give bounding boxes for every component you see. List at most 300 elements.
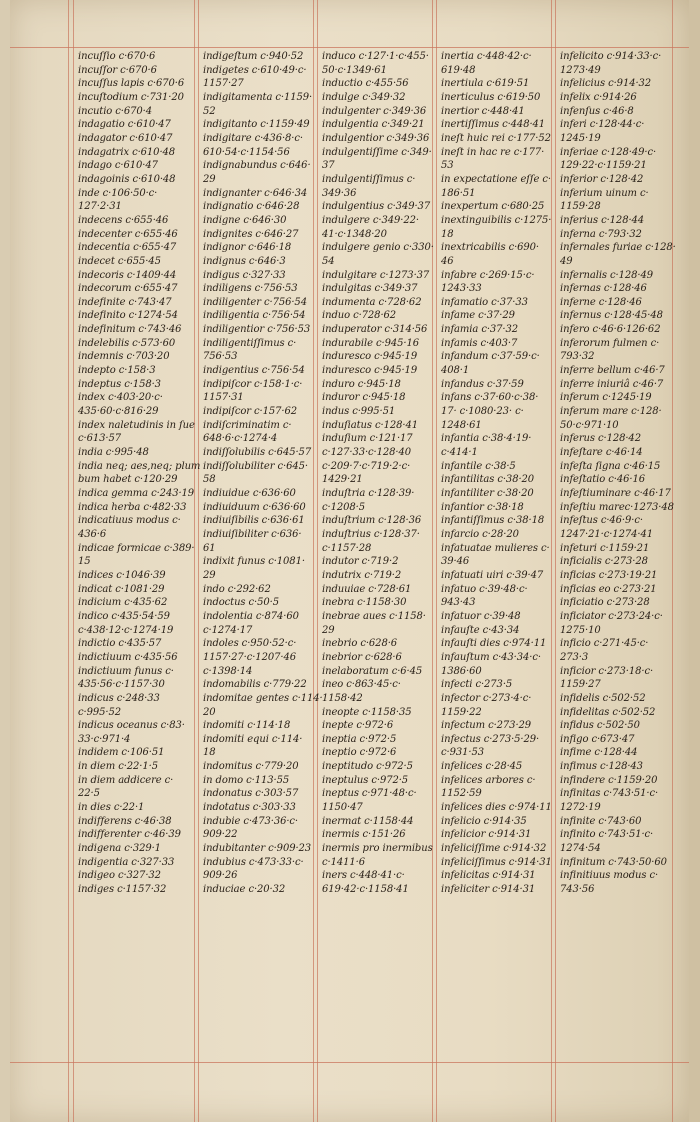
column-rule	[551, 0, 552, 1122]
index-entry: induciae c·20·32	[203, 884, 286, 896]
index-entry: inferium uinum c·	[560, 187, 649, 199]
index-entry: index c·403·20·c·	[78, 392, 163, 404]
index-entry: inermis c·151·26	[322, 829, 406, 841]
index-entry: indagatrix c·610·48	[78, 146, 176, 158]
index-entry: infelices dies c·974·11	[441, 802, 552, 814]
index-entry: indigitamenta c·1159·	[203, 91, 313, 103]
index-entry: indulgentia c·349·21	[322, 119, 425, 131]
index-entry: incuſſus lapis c·670·6	[78, 78, 185, 90]
index-entry: infantiliter c·38·20	[441, 488, 534, 499]
column-rule	[317, 0, 318, 1122]
index-entry: indago c·610·47	[78, 160, 158, 172]
index-entry: inficiatio c·273·28	[560, 597, 650, 609]
index-entry: inferius c·128·44	[560, 214, 645, 226]
index-entry: c·931·53	[441, 747, 484, 759]
index-entry: inferum c·1245·19	[560, 392, 652, 404]
index-entry: indecoris c·1409·44	[78, 269, 177, 281]
index-entry: infeſta ſigna c·46·15	[560, 460, 661, 472]
index-entry: inferna c·793·32	[560, 228, 642, 240]
index-entry: indolentia c·874·60	[203, 610, 299, 622]
index-entry: infeliciſſimus c·914·31	[441, 856, 552, 868]
index-entry: indicium c·435·62	[78, 597, 168, 609]
index-entry: indictio c·435·57	[78, 638, 162, 650]
index-entry: 648·6·c·1274·4	[203, 433, 278, 445]
bottom-ruled-line	[10, 1062, 690, 1063]
index-entry: indiligenter c·756·54	[203, 296, 307, 308]
index-entry: infame c·37·29	[441, 310, 515, 322]
index-entry: 61	[203, 542, 216, 554]
index-entry: infatuo c·39·48·c·	[441, 583, 528, 595]
index-entry: indonatus c·303·57	[203, 788, 299, 800]
column-rule	[436, 0, 437, 1122]
index-entry: infeliciſſime c·914·32	[441, 843, 547, 855]
index-entry: indulge c·349·32	[322, 91, 406, 103]
index-entry: 29	[322, 624, 335, 636]
index-entry: indoctus c·50·5	[203, 597, 279, 609]
index-entry: infatuor c·39·48	[441, 610, 521, 622]
index-entry: infantile c·38·5	[441, 460, 516, 472]
index-entry: infigo c·673·47	[560, 733, 635, 745]
column-rule	[432, 0, 433, 1122]
index-entry: inferiae c·128·49·c·	[560, 146, 657, 158]
index-entry: infeliciter c·914·31	[441, 884, 536, 896]
index-entry: inductio c·455·56	[322, 78, 409, 90]
index-entry: infidus c·502·50	[560, 720, 640, 732]
column-rule	[68, 0, 69, 1122]
index-entry: infelicior c·914·31	[441, 829, 532, 841]
index-entry: indulgitas c·349·37	[322, 283, 418, 295]
index-entry: induco c·127·1·c·455·	[322, 51, 429, 62]
index-entry: indiligentiſſimus c·	[203, 337, 297, 349]
index-entry: indico c·435·54·59	[78, 610, 170, 622]
index-entry: infandus c·37·59	[441, 378, 524, 390]
index-entry: indus c·995·51	[322, 406, 396, 418]
index-entry: ineptus c·971·48·c·	[322, 788, 417, 800]
index-entry: infans c·37·60·c·38·	[441, 392, 539, 404]
index-entry: infamis c·403·7	[441, 337, 518, 349]
index-entry: indigitare c·436·8·c·	[203, 132, 303, 144]
index-entry: indigena c·329·1	[78, 843, 161, 855]
index-entry: c·414·1	[441, 447, 478, 459]
index-entry: 1159·27	[560, 679, 601, 691]
index-entry: indemnis c·703·20	[78, 351, 170, 363]
index-entry: in diem addicere c·	[78, 774, 174, 786]
index-entry: inebrae aues c·1158·	[322, 610, 426, 622]
index-entry: inficias eo c·273·21	[560, 583, 657, 595]
index-entry: indigne c·646·30	[203, 214, 287, 226]
index-entry: inficiator c·273·24·c·	[560, 610, 663, 622]
index-entry: infime c·128·44	[560, 747, 638, 759]
index-entry: indomiti c·114·18	[203, 720, 291, 732]
index-entry: 29	[203, 173, 216, 185]
index-entry: 349·36	[322, 187, 357, 199]
index-entry: 1157·31	[203, 392, 244, 404]
column-rule	[194, 0, 195, 1122]
index-entry: indipiſcor c·158·1·c·	[203, 378, 303, 390]
index-entry: ineptulus c·972·5	[322, 774, 409, 786]
index-entry: indictiuum funus c·	[78, 665, 174, 677]
index-entry: indomitus c·779·20	[203, 761, 299, 773]
index-entry: indiſcriminatim c·	[203, 419, 292, 431]
index-entry: inertior c·448·41	[441, 105, 525, 117]
index-entry: c·1398·14	[203, 665, 253, 677]
index-entry: indiuiſibilis c·636·61	[203, 515, 305, 527]
column-rule	[672, 0, 673, 1122]
index-entry: infinitas c·743·51·c·	[560, 788, 659, 800]
index-entry: indiligentior c·756·53	[203, 324, 311, 336]
index-entry: induſium c·121·17	[322, 433, 413, 445]
index-entry: c·438·12·c·1274·19	[78, 624, 174, 636]
index-entry: infernalis c·128·49	[560, 269, 654, 281]
index-entry: indelebilis c·573·60	[78, 337, 176, 349]
index-entry: indicat c·1081·29	[78, 583, 165, 595]
index-entry: in domo c·113·55	[203, 774, 290, 786]
index-entry: indomabilis c·779·22	[203, 679, 307, 691]
index-entry: infeſtare c·46·14	[560, 447, 643, 459]
index-entry: inelaboratum c·6·45	[322, 665, 423, 677]
index-column-2	[203, 50, 323, 897]
index-entry: indixit funus c·1081·	[203, 556, 305, 568]
index-entry: indulgentius c·349·37	[322, 201, 431, 213]
index-entry: induſtrius c·128·37·	[322, 528, 420, 540]
index-entry: inepte c·972·6	[322, 720, 394, 732]
index-entry: indefinito c·1274·54	[78, 310, 178, 322]
index-entry: indiligens c·756·53	[203, 283, 298, 295]
index-entry: 619·48	[441, 64, 476, 76]
index-entry: indignanter c·646·34	[203, 187, 308, 199]
index-entry: c·209·7·c·719·2·c·	[322, 460, 411, 472]
index-entry: infelicito c·914·33·c·	[560, 51, 662, 62]
index-entry: 436·6	[78, 528, 107, 540]
index-entry: indictiuum c·435·56	[78, 651, 178, 663]
index-entry: indurabile c·945·16	[322, 337, 419, 349]
index-entry: inebra c·1158·30	[322, 597, 407, 609]
index-entry: induo c·728·62	[322, 310, 397, 322]
index-entry: 1275·10	[560, 624, 601, 636]
index-entry: indignor c·646·18	[203, 242, 292, 254]
index-entry: 756·53	[203, 351, 238, 363]
index-entry: indicatiuus modus c·	[78, 515, 181, 527]
index-entry: indubitanter c·909·23	[203, 843, 312, 855]
index-entry: 52	[203, 105, 216, 117]
index-entry: infantior c·38·18	[441, 501, 524, 513]
index-entry: indefinitum c·743·46	[78, 324, 182, 336]
index-entry: infelicius c·914·32	[560, 78, 652, 90]
index-entry: indigeſtum c·940·52	[203, 51, 304, 62]
index-entry: incuſtodium c·731·20	[78, 91, 184, 103]
index-entry: 49	[560, 255, 573, 267]
column-rule	[555, 0, 556, 1122]
index-entry: induresco c·945·19	[322, 365, 418, 377]
index-entry: induſiatus c·128·41	[322, 419, 418, 431]
index-entry: infidelis c·502·52	[560, 692, 646, 704]
index-entry: indubius c·473·33·c·	[203, 856, 304, 868]
index-entry: ineopte c·1158·35	[322, 706, 412, 718]
index-entry: indefinite c·743·47	[78, 296, 172, 308]
index-entry: indiſſolubilis c·645·57	[203, 447, 312, 459]
index-entry: infabre c·269·15·c·	[441, 269, 535, 281]
index-entry: ineptio c·972·6	[322, 747, 397, 759]
index-entry: 1245·19	[560, 132, 601, 144]
index-entry: infeturi c·1159·21	[560, 542, 650, 554]
index-entry: indomitae gentes c·114·	[203, 692, 323, 704]
index-entry: infelix c·914·26	[560, 91, 637, 103]
index-column-3	[322, 50, 434, 897]
index-entry: indo c·292·62	[203, 583, 271, 595]
index-entry: indagoinis c·610·48	[78, 173, 176, 185]
index-entry: indulgentior c·349·36	[322, 132, 430, 144]
index-entry: incutio c·670·4	[78, 105, 153, 117]
index-entry: 408·1	[441, 365, 470, 377]
index-entry: indagator c·610·47	[78, 132, 173, 144]
index-entry: inferior c·128·42	[560, 173, 644, 185]
index-entry: 619·42·c·1158·41	[322, 884, 409, 896]
index-entry: infenſus c·46·8	[560, 105, 634, 117]
index-entry: indiuidue c·636·60	[203, 488, 296, 499]
index-entry: 1158·42	[322, 692, 363, 704]
index-entry: indignabundus c·646·	[203, 160, 311, 172]
index-entry: 58	[203, 474, 216, 486]
index-entry: indulgentiſſime c·349·	[322, 146, 432, 158]
index-entry: inermat c·1158·44	[322, 815, 414, 827]
index-entry: infelices arbores c·	[441, 774, 536, 786]
index-entry: indica gemma c·243·19	[78, 488, 195, 499]
index-entry: 17· c·1080·23· c·	[441, 406, 524, 418]
index-entry: 743·56	[560, 884, 595, 896]
index-column-4	[441, 50, 552, 897]
index-entry: infindere c·1159·20	[560, 774, 658, 786]
index-entry: 50·c·971·10	[560, 419, 619, 431]
index-entry: infeſtatio c·46·16	[560, 474, 645, 486]
index-entry: indiuiduum c·636·60	[203, 501, 306, 513]
index-entry: inficior c·273·18·c·	[560, 665, 654, 677]
index-entry: iners c·448·41·c·	[322, 870, 405, 882]
index-entry: indigeo c·327·32	[78, 870, 161, 882]
index-entry: 22·5	[78, 788, 100, 800]
index-entry: indicus c·248·33	[78, 692, 160, 704]
index-entry: inficias c·273·19·21	[560, 569, 658, 581]
index-entry: 1273·49	[560, 64, 601, 76]
index-entry: infamatio c·37·33	[441, 296, 528, 308]
index-entry: indignites c·646·27	[203, 228, 299, 240]
index-entry: indecet c·655·45	[78, 255, 161, 267]
index-entry: indigentius c·756·54	[203, 365, 305, 377]
index-entry: infectus c·273·5·29·	[441, 733, 540, 745]
index-entry: 909·26	[203, 870, 238, 882]
index-column-1	[78, 50, 201, 897]
index-entry: infeſtus c·46·9·c·	[560, 515, 643, 527]
index-entry: indutrix c·719·2	[322, 569, 402, 581]
index-entry: inferus c·128·42	[560, 433, 641, 445]
index-entry: induperator c·314·56	[322, 324, 428, 336]
index-entry: 943·43	[441, 597, 476, 609]
index-entry: infimus c·128·43	[560, 761, 643, 773]
index-entry: inexpertum c·680·25	[441, 201, 545, 213]
index-entry: 129·22·c·1159·21	[560, 160, 647, 172]
index-entry: inferre iniuriâ c·46·7	[560, 378, 664, 390]
index-entry: indumenta c·728·62	[322, 296, 422, 308]
index-entry: inferne c·128·46	[560, 296, 642, 308]
index-entry: inferum mare c·128·	[560, 406, 662, 418]
index-entry: 15	[78, 556, 91, 568]
top-ruled-line	[10, 47, 690, 48]
index-entry: indiſſolubiliter c·645·	[203, 460, 308, 472]
index-entry: inebrior c·628·6	[322, 651, 402, 663]
index-entry: indecorum c·655·47	[78, 283, 178, 295]
index-entry: indecentia c·655·47	[78, 242, 177, 254]
index-entry: inebrio c·628·6	[322, 638, 398, 650]
index-entry: in dies c·22·1	[78, 802, 145, 814]
index-entry: ineſt huic rei c·177·52	[441, 132, 551, 144]
index-entry: indifferenter c·46·39	[78, 829, 181, 841]
index-entry: 435·60·c·816·29	[78, 406, 159, 418]
index-entry: ineſt in hac re c·177·	[441, 146, 545, 158]
index-entry: induſtrium c·128·36	[322, 515, 422, 527]
index-entry: 1243·33	[441, 283, 482, 295]
index-entry: indutor c·719·2	[322, 556, 399, 568]
index-entry: inficialis c·273·28	[560, 556, 648, 568]
index-entry: indigetes c·610·49·c·	[203, 64, 307, 76]
index-entry: indulgentiſſimus c·	[322, 173, 416, 185]
index-entry: indomiti equi c·114·	[203, 733, 303, 745]
index-entry: inextricabilis c·690·	[441, 242, 540, 254]
index-entry: 1386·60	[441, 665, 482, 677]
index-entry: 1157·27·c·1207·46	[203, 651, 296, 663]
index-entry: 54	[322, 255, 335, 267]
index-entry: infeſtiu marec·1273·48	[560, 501, 674, 513]
index-entry: inde c·106·50·c·	[78, 187, 158, 199]
index-entry: induror c·945·18	[322, 392, 406, 404]
index-entry: 46	[441, 255, 454, 267]
index-entry: 610·54·c·1154·56	[203, 146, 290, 158]
index-entry: in diem c·22·1·5	[78, 761, 158, 773]
index-entry: indulgitare c·1273·37	[322, 269, 430, 281]
index-entry: infelicio c·914·35	[441, 815, 527, 827]
index-entry: infatuatae mulieres c·	[441, 542, 550, 554]
index-entry: indigentia c·327·33	[78, 856, 175, 868]
index-entry: 37	[322, 160, 335, 172]
index-entry: inermis pro inermibus	[322, 843, 433, 855]
index-entry: infauſte c·43·34	[441, 624, 520, 636]
index-entry: indica herba c·482·33	[78, 501, 187, 513]
index-entry: indagatio c·610·47	[78, 119, 171, 131]
index-entry: indicae formicae c·389·	[78, 542, 195, 554]
index-entry: indulgere c·349·22·	[322, 214, 419, 226]
index-entry: 1272·19	[560, 802, 601, 814]
index-entry: infauſtum c·43·34·c·	[441, 651, 541, 663]
index-entry: indignus c·646·3	[203, 255, 286, 267]
index-entry: infinitum c·743·50·60	[560, 856, 667, 868]
index-entry: infernas c·128·46	[560, 283, 647, 295]
index-entry: indiligentia c·756·54	[203, 310, 306, 322]
index-entry: inertiſſimus c·448·41	[441, 119, 546, 131]
index-entry: inerticulus c·619·50	[441, 91, 541, 103]
index-entry: infinitiuus modus c·	[560, 870, 659, 882]
index-entry: 909·22	[203, 829, 238, 841]
index-entry: 50·c·1349·61	[322, 64, 387, 76]
index-entry: 435·56·c·1157·30	[78, 679, 165, 691]
index-entry: indotatus c·303·33	[203, 802, 296, 814]
index-entry: infectum c·273·29	[441, 720, 532, 732]
index-entry: 1159·28	[560, 201, 601, 213]
index-entry: 39·46	[441, 556, 470, 568]
index-entry: infernales furiae c·128·	[560, 242, 676, 254]
index-entry: inferi c·128·44·c·	[560, 119, 645, 131]
column-rule	[73, 0, 74, 1122]
index-entry: 18	[203, 747, 216, 759]
index-entry: ineptitudo c·972·5	[322, 761, 413, 773]
index-entry: infantiſſimus c·38·18	[441, 515, 545, 527]
index-entry: indignatio c·646·28	[203, 201, 300, 213]
index-entry: 1247·21·c·1274·41	[560, 528, 653, 540]
index-entry: 273·3	[560, 651, 589, 663]
index-entry: indeptus c·158·3	[78, 378, 161, 390]
index-page	[10, 0, 690, 1122]
index-entry: indigus c·327·33	[203, 269, 286, 281]
index-entry: indiges c·1157·32	[78, 884, 167, 896]
page-edge	[689, 0, 700, 1122]
index-entry: indoles c·950·52·c·	[203, 638, 297, 650]
index-entry: indices c·1046·39	[78, 569, 166, 581]
index-entry: india c·995·48	[78, 447, 149, 459]
index-entry: inertiula c·619·51	[441, 78, 530, 90]
index-entry: c·995·52	[78, 706, 121, 718]
index-entry: incuſſio c·670·6	[78, 51, 156, 62]
index-entry: inferre bellum c·46·7	[560, 365, 665, 377]
index-entry: ineo c·863·45·c·	[322, 679, 401, 691]
index-entry: 41·c·1348·20	[322, 228, 387, 240]
column-rule	[313, 0, 314, 1122]
index-entry: indecens c·655·46	[78, 214, 169, 226]
index-entry: incuſſor c·670·6	[78, 64, 157, 76]
index-entry: c·613·57	[78, 433, 121, 445]
index-entry: c·1274·17	[203, 624, 253, 636]
index-entry: 1152·59	[441, 788, 482, 800]
index-entry: indidem c·106·51	[78, 747, 165, 759]
index-entry: indigitanto c·1159·49	[203, 119, 310, 131]
index-entry: bum habet c·120·29	[78, 474, 178, 486]
index-entry: indiuiſibiliter c·636·	[203, 528, 302, 540]
index-entry: 1248·61	[441, 419, 482, 431]
index-entry: in expectatione eſſe c·	[441, 173, 551, 185]
index-entry: infantilitas c·38·20	[441, 474, 535, 486]
index-entry: inextinguibilis c·1275·	[441, 214, 552, 226]
index-entry: c·127·33·c·128·40	[322, 447, 412, 459]
index-entry: 1429·21	[322, 474, 363, 486]
index-entry: inficio c·271·45·c·	[560, 638, 649, 650]
index-entry: 53	[441, 160, 454, 172]
index-entry: infatuati uiri c·39·47	[441, 569, 544, 581]
column-rule	[198, 0, 199, 1122]
index-entry: indulgenter c·349·36	[322, 105, 427, 117]
index-entry: index naletudinis in ſue	[78, 419, 195, 431]
index-entry: 1274·54	[560, 843, 601, 855]
index-entry: 20	[203, 706, 216, 718]
index-entry: ineptia c·972·5	[322, 733, 397, 745]
index-entry: infector c·273·4·c·	[441, 692, 532, 704]
index-entry: indecenter c·655·46	[78, 228, 178, 240]
index-entry: infelices c·28·45	[441, 761, 523, 773]
index-entry: infamia c·37·32	[441, 324, 519, 336]
index-entry: infarcio c·28·20	[441, 528, 519, 540]
index-entry: 33·c·971·4	[78, 733, 131, 745]
index-entry: c·1411·6	[322, 856, 365, 868]
index-entry: induſtria c·128·39·	[322, 488, 415, 499]
index-entry: infernus c·128·45·48	[560, 310, 663, 322]
index-entry: indubie c·473·36·c·	[203, 815, 299, 827]
index-entry: 793·32	[560, 351, 595, 363]
index-entry: 127·2·31	[78, 201, 122, 213]
